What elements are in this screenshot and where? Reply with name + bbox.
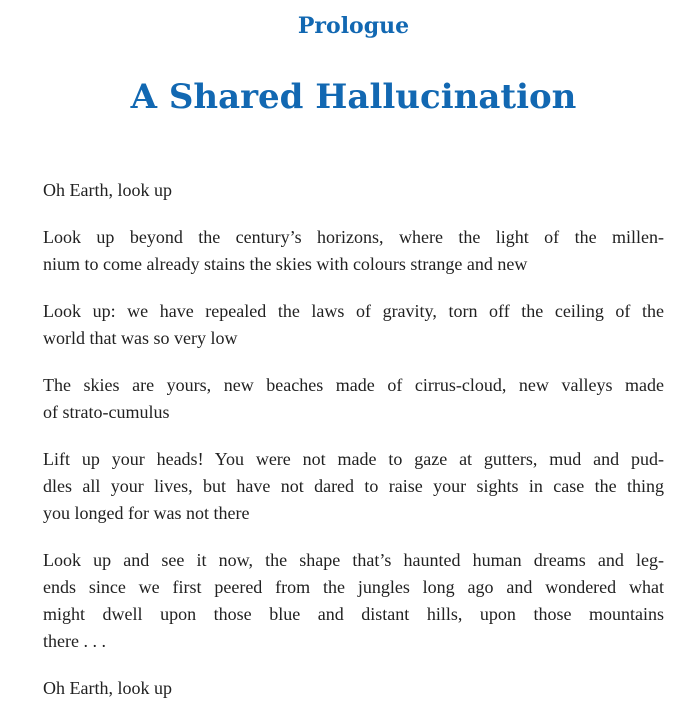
text-line: ends since we first peered from the jungles long ago and wondered what xyxy=(43,577,664,597)
text-line: nium to come already stains the skies with colours strange and new xyxy=(43,254,528,274)
paragraph xyxy=(43,224,664,278)
text-line: Look up beyond the century’s horizons, where the light of the millen- xyxy=(43,227,664,247)
paragraph xyxy=(43,547,664,655)
text-line: Oh Earth, look up xyxy=(43,180,172,200)
text-line: might dwell upon those blue and distant hills, upon those mountains xyxy=(43,604,664,624)
paragraph xyxy=(43,446,664,527)
paragraph xyxy=(43,675,664,702)
text-line: dles all your lives, but have not dared to raise your sights in case the thing xyxy=(43,476,664,496)
text-line: Oh Earth, look up xyxy=(43,678,172,698)
text-line: The skies are yours, new beaches made of cirrus-cloud, new valleys made xyxy=(43,375,664,395)
text-line: there . . . xyxy=(43,631,106,651)
text-line: world that was so very low xyxy=(43,328,238,348)
text-line: Look up and see it now, the shape that’s haunted human dreams and leg- xyxy=(43,550,664,570)
body-text xyxy=(43,177,664,702)
paragraph xyxy=(43,177,664,204)
chapter-label: Prologue xyxy=(297,13,410,39)
text-line: Look up: we have repealed the laws of gravity, torn off the ceiling of the xyxy=(43,301,664,321)
text-line: you longed for was not there xyxy=(43,503,250,523)
paragraph xyxy=(43,372,664,426)
text-line: of strato-cumulus xyxy=(43,402,170,422)
chapter-title: A Shared Hallucination xyxy=(130,77,577,117)
paragraph xyxy=(43,298,664,352)
text-line: Lift up your heads! You were not made to gaze at gutters, mud and pud- xyxy=(43,449,664,469)
